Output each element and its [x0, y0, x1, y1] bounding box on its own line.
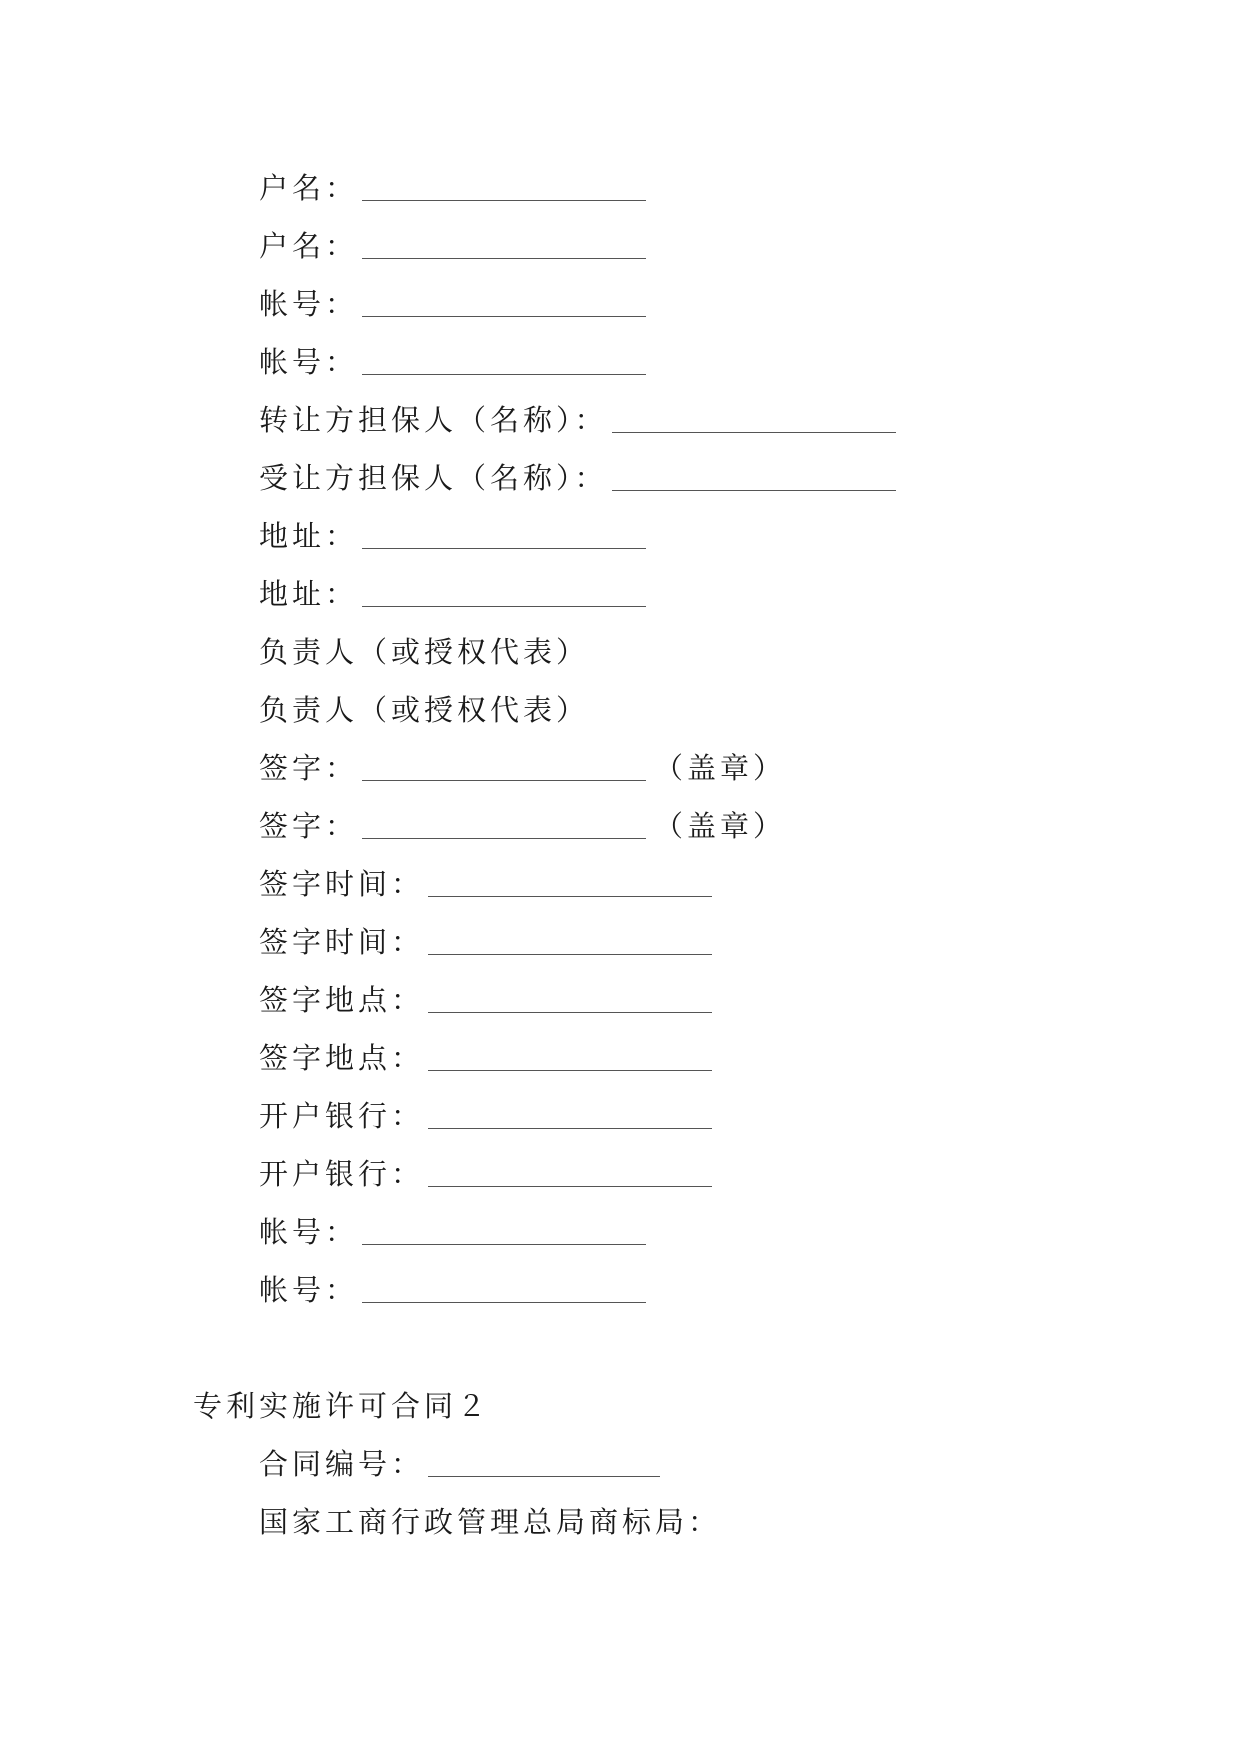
signing-time-field[interactable]	[428, 953, 712, 955]
address-line	[259, 570, 646, 614]
account-number-field[interactable]	[362, 315, 646, 317]
account-number-label: 帐号：	[259, 286, 359, 321]
signing-place-line	[259, 976, 712, 1020]
recipient-line	[259, 1498, 721, 1542]
signing-time-line	[259, 860, 712, 904]
account-number-label: 帐号：	[259, 1272, 359, 1307]
address-field[interactable]	[362, 605, 646, 607]
signing-place-line	[259, 1034, 712, 1078]
seal-note: （盖章）	[654, 750, 787, 785]
account-number-field[interactable]	[362, 1243, 646, 1245]
signature-line	[259, 802, 786, 846]
signing-time-line	[259, 918, 712, 962]
account-number-field[interactable]	[362, 1301, 646, 1303]
signature-field[interactable]	[362, 837, 646, 839]
signing-time-label: 签字时间：	[259, 924, 425, 959]
bank-label: 开户银行：	[259, 1098, 425, 1133]
bank-line	[259, 1150, 712, 1194]
contract-number-line	[259, 1440, 660, 1484]
transferor-guarantor-label: 转让方担保人（名称）：	[259, 402, 608, 437]
transferor-guarantor-field[interactable]	[612, 431, 896, 433]
account-number-label: 帐号：	[259, 1214, 359, 1249]
address-label: 地址：	[259, 518, 359, 553]
signing-place-field[interactable]	[428, 1069, 712, 1071]
contract-number-label: 合同编号：	[259, 1446, 425, 1481]
account-name-line	[259, 222, 646, 266]
transferee-guarantor-field[interactable]	[612, 489, 896, 491]
account-number-field[interactable]	[362, 373, 646, 375]
recipient-label: 国家工商行政管理总局商标局：	[259, 1504, 722, 1539]
signing-place-label: 签字地点：	[259, 982, 425, 1017]
account-number-line	[259, 280, 646, 324]
signing-time-field[interactable]	[428, 895, 712, 897]
account-name-label: 户名：	[259, 228, 359, 263]
representative-label: 负责人（或授权代表）	[259, 692, 590, 727]
transferor-guarantor-line	[259, 396, 896, 440]
signing-time-label: 签字时间：	[259, 866, 425, 901]
account-name-field[interactable]	[362, 257, 646, 259]
representative-label: 负责人（或授权代表）	[259, 634, 590, 669]
seal-note: （盖章）	[654, 808, 787, 843]
account-number-line	[259, 1208, 646, 1252]
signing-place-field[interactable]	[428, 1011, 712, 1013]
address-line	[259, 512, 646, 556]
representative-line	[259, 686, 589, 730]
account-number-line	[259, 1266, 646, 1310]
representative-line	[259, 628, 589, 672]
account-name-field[interactable]	[362, 199, 646, 201]
contract-number-field[interactable]	[428, 1475, 660, 1477]
account-number-line	[259, 338, 646, 382]
address-field[interactable]	[362, 547, 646, 549]
address-label: 地址：	[259, 576, 359, 611]
account-name-label: 户名：	[259, 170, 359, 205]
bank-label: 开户银行：	[259, 1156, 425, 1191]
transferee-guarantor-label: 受让方担保人（名称）：	[259, 460, 608, 495]
account-name-line	[259, 164, 646, 208]
bank-field[interactable]	[428, 1185, 712, 1187]
signature-label: 签字：	[259, 750, 359, 785]
bank-line	[259, 1092, 712, 1136]
bank-field[interactable]	[428, 1127, 712, 1129]
signature-field[interactable]	[362, 779, 646, 781]
account-number-label: 帐号：	[259, 344, 359, 379]
signing-place-label: 签字地点：	[259, 1040, 425, 1075]
section-title: 专利实施许可合同２	[193, 1388, 491, 1423]
signature-line	[259, 744, 786, 788]
signature-label: 签字：	[259, 808, 359, 843]
transferee-guarantor-line	[259, 454, 896, 498]
